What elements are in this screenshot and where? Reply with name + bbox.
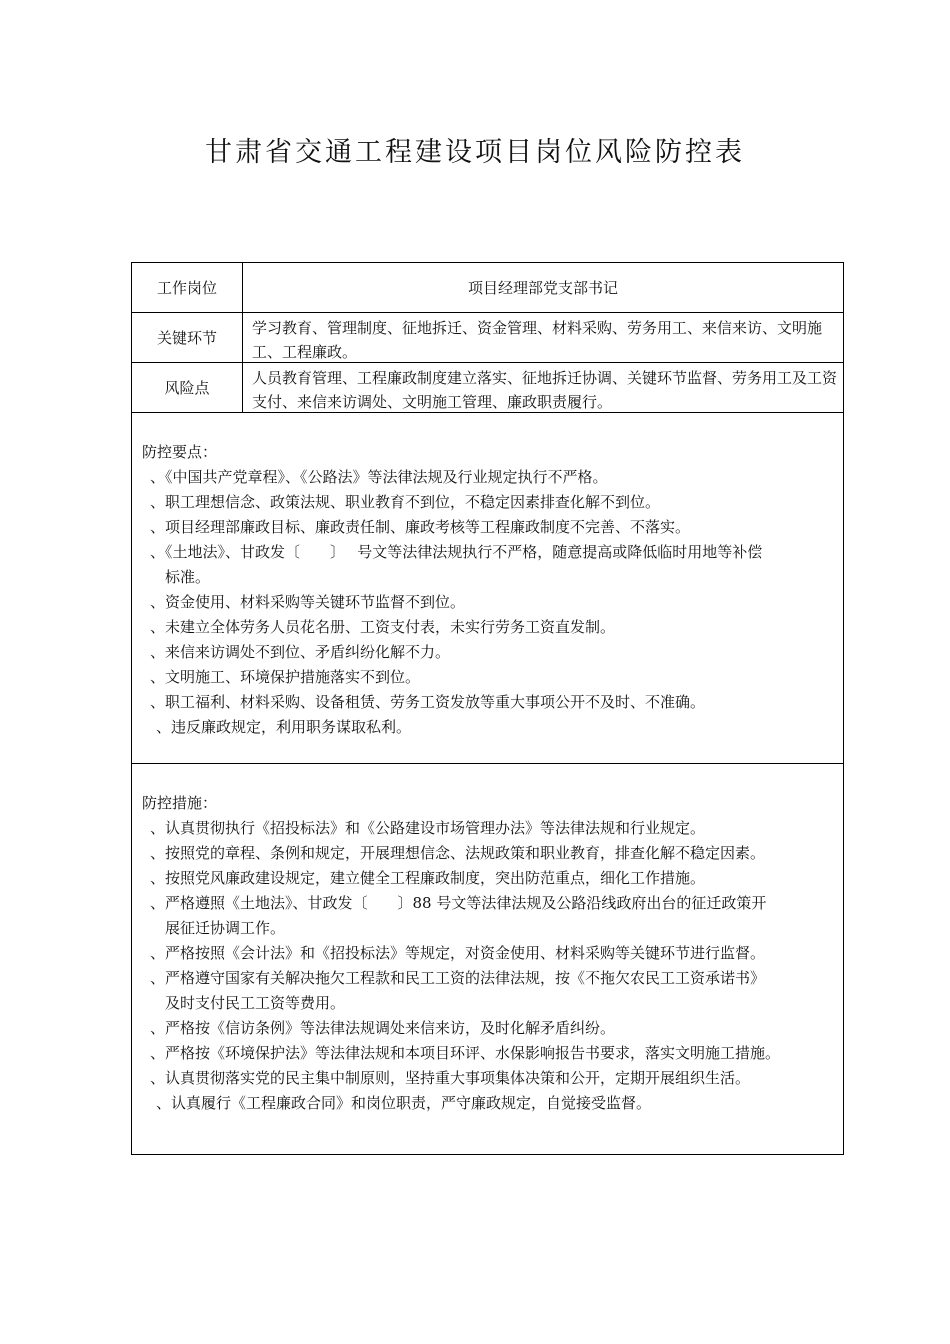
control-measures-title: 防控措施： bbox=[142, 794, 218, 812]
risk-points-value: 人员教育管理、工程廉政制度建立落实、征地拆迁协调、关键环节监督、劳务用工及工资支付、来信来访调处、文明施工管理、廉政职责履行。 bbox=[252, 369, 838, 411]
list-item: 、资金使用、材料采购等关键环节监督不到位。 bbox=[150, 593, 466, 611]
list-item-continuation: 及时支付民工工资等费用。 bbox=[165, 994, 346, 1012]
risk-points-label: 风险点 bbox=[132, 363, 243, 412]
risk-control-table bbox=[131, 262, 844, 1155]
list-item: 、按照党的章程、条例和规定，开展理想信念、法规政策和职业教育，排查化解不稳定因素。 bbox=[150, 844, 766, 862]
list-item: 、严格遵守国家有关解决拖欠工程款和民工工资的法律法规，按《不拖欠农民工工资承诺书》 bbox=[150, 969, 766, 987]
list-item: 、严格按照《会计法》和《招投标法》等规定，对资金使用、材料采购等关键环节进行监督。 bbox=[150, 944, 766, 962]
post-value: 项目经理部党支部书记 bbox=[467, 278, 618, 297]
list-item-continuation: 展征迁协调工作。 bbox=[165, 919, 286, 937]
control-measures-section bbox=[132, 764, 843, 1154]
list-item: 、文明施工、环境保护措施落实不到位。 bbox=[150, 668, 421, 686]
list-item: 、《中国共产党章程》、《公路法》等法律法规及行业规定执行不严格。 bbox=[150, 468, 608, 486]
list-item: 、认真贯彻落实党的民主集中制原则，坚持重大事项集体决策和公开，定期开展组织生活。 bbox=[150, 1069, 751, 1087]
list-item: 、认真履行《工程廉政合同》和岗位职责，严守廉政规定，自觉接受监督。 bbox=[156, 1094, 652, 1112]
list-item: 、职工理想信念、政策法规、职业教育不到位，不稳定因素排查化解不到位。 bbox=[150, 493, 661, 511]
list-item: 、《土地法》、甘政发〔 〕 号文等法律法规执行不严格，随意提高或降低临时用地等补偿 bbox=[150, 543, 763, 561]
list-item: 、来信来访调处不到位、矛盾纠纷化解不力。 bbox=[150, 643, 451, 661]
key-links-label: 关键环节 bbox=[132, 313, 243, 362]
document-title: 甘肃省交通工程建设项目岗位风险防控表 bbox=[205, 137, 745, 168]
list-item: 、违反廉政规定，利用职务谋取私利。 bbox=[156, 718, 412, 736]
list-item: 、严格按《信访条例》等法律法规调处来信来访，及时化解矛盾纠纷。 bbox=[150, 1019, 616, 1037]
list-item: 、按照党风廉政建设规定，建立健全工程廉政制度，突出防范重点，细化工作措施。 bbox=[150, 869, 706, 887]
control-points-title: 防控要点： bbox=[142, 443, 218, 461]
table-row-risk-points bbox=[132, 363, 843, 413]
list-item: 、项目经理部廉政目标、廉政责任制、廉政考核等工程廉政制度不完善、不落实。 bbox=[150, 518, 691, 536]
list-item: 、认真贯彻执行《招投标法》和《公路建设市场管理办法》等法律法规和行业规定。 bbox=[150, 819, 706, 837]
list-item: 、职工福利、材料采购、设备租赁、劳务工资发放等重大事项公开不及时、不准确。 bbox=[150, 693, 706, 711]
table-row-key-links bbox=[132, 313, 843, 363]
table-row-post bbox=[132, 263, 843, 313]
list-item: 、未建立全体劳务人员花名册、工资支付表，未实行劳务工资直发制。 bbox=[150, 618, 616, 636]
list-item: 、严格按《环境保护法》等法律法规和本项目环评、水保影响报告书要求，落实文明施工措施。 bbox=[150, 1044, 781, 1062]
list-item: 、严格遵照《土地法》、甘政发〔 〕88 号文等法律法规及公路沿线政府出台的征迁政策开 bbox=[150, 894, 767, 912]
control-points-section bbox=[132, 413, 843, 764]
key-links-value: 学习教育、管理制度、征地拆迁、资金管理、材料采购、劳务用工、来信来访、文明施工、工程廉政。 bbox=[252, 319, 823, 361]
list-item-continuation: 标准。 bbox=[165, 568, 211, 586]
post-label: 工作岗位 bbox=[132, 263, 243, 312]
